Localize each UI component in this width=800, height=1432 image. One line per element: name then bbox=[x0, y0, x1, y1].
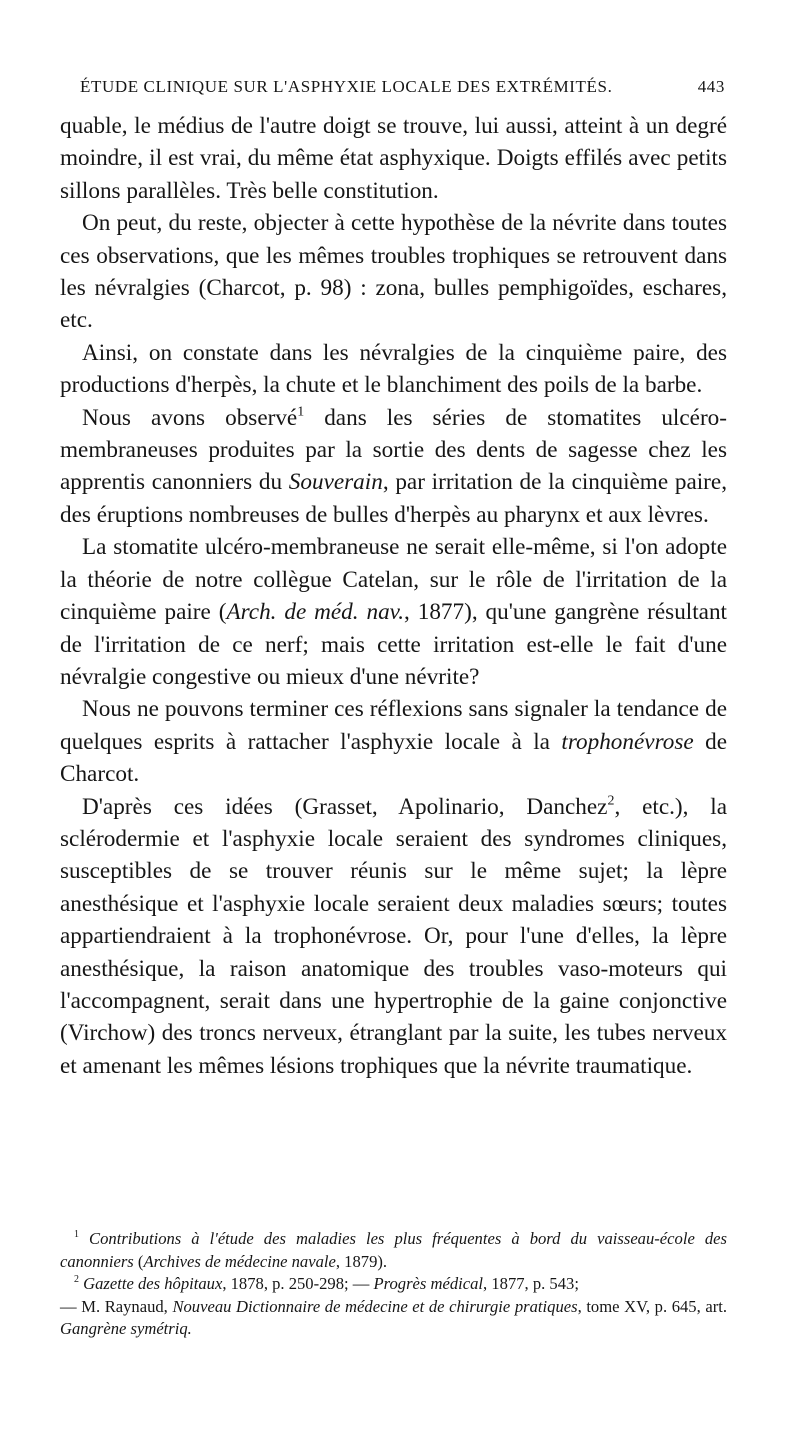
paragraph-4-text-a: Nous avons observé bbox=[82, 404, 298, 431]
footnote-2-volume: , tome XV, p. 645, art. bbox=[577, 1296, 728, 1316]
paragraph-6-text-b: de Charcot. bbox=[60, 728, 727, 788]
paragraph-1-text: quable, le médius de l'autre doigt se trouve, lui aussi, atteint à un degré moindre, il est vrai, du même état asphyxique. Doigts effilés avec petits sillons parallèles. Très belle constitution. bbox=[60, 113, 727, 204]
footnote-2-pages-b: , 1877, p. 543; bbox=[483, 1274, 579, 1294]
footnote-2-mark: 2 bbox=[74, 1274, 79, 1286]
footnote-ref-2: 2 bbox=[607, 792, 615, 808]
paragraph-5 bbox=[60, 531, 727, 693]
footnote-1-paren: ( bbox=[133, 1251, 144, 1271]
footnote-1-journal: Archives de médecine navale bbox=[143, 1251, 336, 1271]
paragraph-1 bbox=[60, 110, 727, 207]
paragraph-3 bbox=[60, 337, 727, 402]
footnote-2-journal-b: Progrès médical bbox=[373, 1274, 484, 1294]
paragraph-7-text-a: D'après ces idées (Grasset, Apolinario, Danchez bbox=[82, 793, 608, 820]
ship-name: Souverain bbox=[288, 469, 383, 496]
paragraph-2-text: On peut, du reste, objecter à cette hypothèse de la névrite dans toutes ces observations, que les mêmes troubles trophiques se retrouvent dans les névralgies (Charcot, p. 98) : zona, bulles pemphigoïdes, eschares, etc. bbox=[60, 210, 727, 334]
paragraph-6 bbox=[60, 693, 727, 790]
footnote-2-dictionary: Nouveau Dictionnaire de médecine et de chirurgie pratiques bbox=[172, 1296, 578, 1316]
footnote-2-author: — M. Raynaud, bbox=[60, 1296, 173, 1316]
paragraph-5-text-b: , 1877), qu'une gangrène résultant de l'irritation de ce nerf; mais cette irritation est-elle le fait d'une névralgie congestive ou mieux d'une névrite? bbox=[60, 599, 728, 690]
footnotes bbox=[60, 1228, 727, 1341]
main-text bbox=[60, 110, 727, 1082]
footnote-1-title: Contributions à l'étude des maladies les plus fréquentes à bord du vaisseau-école des canonniers bbox=[60, 1229, 727, 1271]
paragraph-4 bbox=[60, 402, 727, 532]
footnote-2-continued bbox=[60, 1296, 727, 1341]
footnote-2-journal-a: Gazette des hôpitaux bbox=[83, 1274, 223, 1294]
footnote-1-mark: 1 bbox=[74, 1229, 79, 1241]
footnote-2-pages-a: , 1878, p. 250-298; — bbox=[222, 1274, 374, 1294]
footnote-2-article: Gangrène symétriq. bbox=[60, 1319, 192, 1339]
footnote-1-year: , 1879). bbox=[335, 1251, 388, 1271]
paragraph-2 bbox=[60, 207, 727, 337]
paragraph-4-text-b: dans les séries de stomatites ulcéro-membraneuses produites par la sortie des dents de sagesse chez les apprentis canonniers du bbox=[60, 404, 727, 496]
paragraph-4-text-c: , par irritation de la cinquième paire, des éruptions nombreuses de bulles d'herpès au pharynx et aux lèvres. bbox=[60, 469, 727, 528]
paragraph-7 bbox=[60, 791, 727, 1083]
page-number: 443 bbox=[697, 77, 725, 96]
term-trophonevrose: trophonévrose bbox=[561, 728, 694, 755]
footnote-ref-1: 1 bbox=[297, 403, 305, 419]
paragraph-7-text-b: , etc.), la sclérodermie et l'asphyxie locale seraient des syndromes cliniques, susceptibles de se trouver réunis sur le même sujet; la lèpre anesthésique et l'asphyxie locale seraient deux maladies sœurs; toutes appartiendraient à la trophonévrose. Or, pour l'une d'elles, la lèpre anesthésique, la raison anatomique des troubles vaso-moteurs qui l'accompagnent, serait dans une hypertrophie de la gaine conjonctive (Virchow) des troncs nerveux, étranglant par la suite, les tubes nerveux et amenant les mêmes lésions trophiques que la névrite traumatique. bbox=[60, 793, 728, 1079]
running-header bbox=[80, 77, 725, 107]
running-title: ÉTUDE CLINIQUE SUR L'ASPHYXIE LOCALE DES EXTRÉMITÉS. bbox=[80, 77, 613, 96]
paragraph-6-text-a: Nous ne pouvons terminer ces réflexions sans signaler la tendance de quelques esprits à rattacher l'asphyxie locale à la bbox=[60, 696, 727, 755]
paragraph-3-text: Ainsi, on constate dans les névralgies de la cinquième paire, des productions d'herpès, la chute et le blanchiment des poils de la barbe. bbox=[60, 339, 727, 399]
footnote-1 bbox=[60, 1228, 727, 1273]
footnote-2 bbox=[60, 1273, 727, 1296]
journal-reference: Arch. de méd. nav. bbox=[226, 599, 405, 626]
paragraph-5-text-a: La stomatite ulcéro-membraneuse ne serait elle-même, si l'on adopte la théorie de notre collègue Catelan, sur le rôle de l'irritation de la cinquième paire ( bbox=[60, 534, 727, 626]
